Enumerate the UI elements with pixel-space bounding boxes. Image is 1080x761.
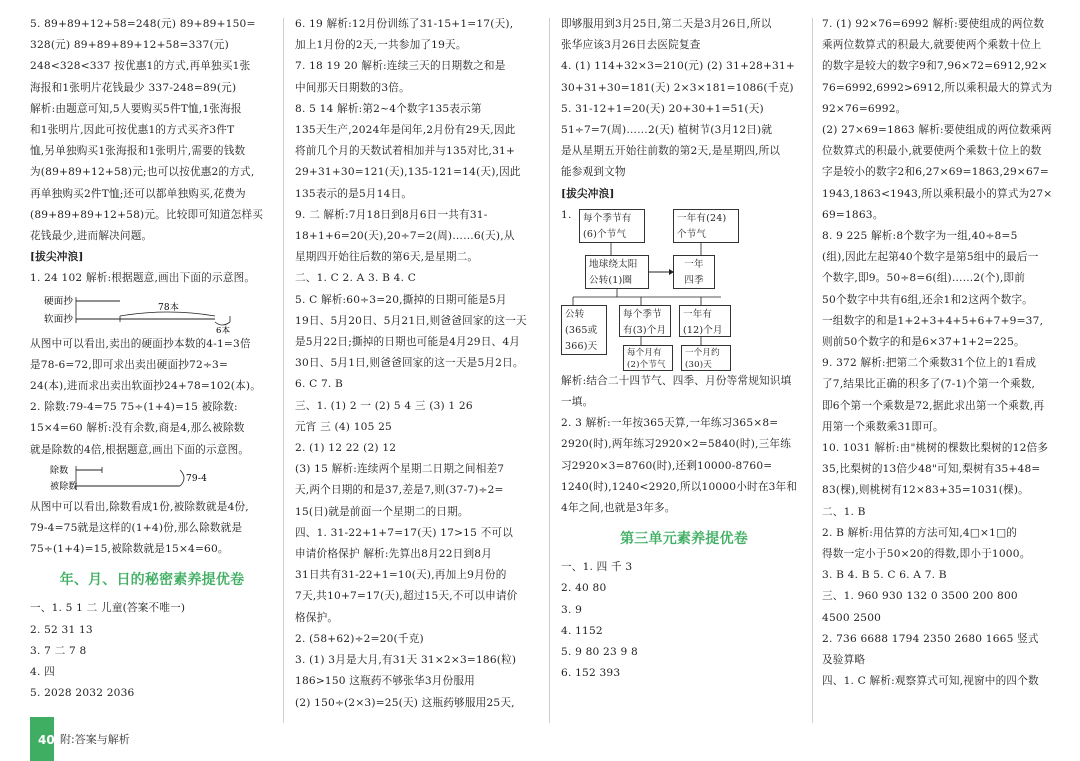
text-line: 35,比梨树的13倍少48"可知,梨树有35+48= <box>822 463 1041 476</box>
text-line: 是5月22日;撕掉的日期也可能是4月29日、4月 <box>295 336 521 349</box>
text-line: 一、1. 5 1 二 儿童(答案不唯一) <box>30 602 186 615</box>
bar-diagram-2 <box>30 461 274 497</box>
text-line: 51÷7=7(周)……2(天) 植树节(3月12日)就 <box>561 124 773 137</box>
text-line: 就是除数的4倍,根据题意,画出下面的示意图。 <box>30 443 250 456</box>
text-line: 4年之间,也就是3年多。 <box>561 502 676 515</box>
text-line: 30+31+30=181(天) 2×3×181=1086(千克) <box>561 81 794 94</box>
text-line: 的数字是较大的数字9和7,96×72=6912,92× <box>822 60 1048 73</box>
label-6: 6本 <box>216 325 231 334</box>
text-line: 31日共有31-22+1=10(天),再加上9月份的 <box>295 569 507 582</box>
text-line: 得数一定小于50×20的得数,即小于1000。 <box>822 548 1031 561</box>
text-line: 是从星期五开始往前数的第2天,是星期四,所以 <box>561 145 781 158</box>
text-line: 4. (1) 114+32×3=210(元) (2) 31+28+31+ <box>561 60 796 73</box>
text-line: 4. 四 <box>30 666 55 679</box>
text-line: 元宵 三 (4) 105 25 <box>295 420 392 433</box>
text-line: 二、1. B <box>822 505 866 518</box>
text-line: 星期四开始往后数的第6天,是星期二。 <box>295 251 479 264</box>
text-line: 一、1. 四 千 3 <box>561 561 633 574</box>
section-tag: [拔尖冲浪] <box>561 187 615 200</box>
text-line: 5. 31-12+1=20(天) 20+30+1=51(天) <box>561 102 764 115</box>
text-line: 79-4=75就是这样的(1+4)份,那么除数就是 <box>30 522 243 535</box>
text-line: 三、1. (1) 2 一 (2) 5 4 三 (3) 1 26 <box>295 399 473 412</box>
diagram-row2-label: 被除数 <box>50 481 78 492</box>
text-line: 2. (58+62)÷2=20(千克) <box>295 632 424 645</box>
brace-6 <box>215 322 230 325</box>
text-line: 位数算式的积最小,就要使两个乘数十位上的数 <box>822 145 1042 158</box>
text-line: 二、1. C 2. A 3. B 4. C <box>295 272 417 285</box>
diagram-row1-label: 硬面抄 <box>44 295 74 307</box>
text-line: 7. 18 19 20 解析:连续三天的日期数之和是 <box>295 60 506 73</box>
label-79-4: 79-4 <box>186 473 208 484</box>
text-line: 5. 89+89+12+58=248(元) 89+89+150= <box>30 18 256 30</box>
text-line: 5. 9 80 23 9 8 <box>561 646 638 659</box>
text-line: 7. (1) 92×76=6992 解析:要使组成的两位数 <box>822 18 1045 30</box>
text-line: 及验算略 <box>822 654 866 667</box>
text-line: (组),因此左起第40个数字是第5组中的最后一 <box>822 251 1039 264</box>
text-line: 19日、5月20日、5月21日,则爸爸回家的这一天 <box>295 314 527 327</box>
text-line: 再单独购买2件T恤;还可以都单独购买,花费为 <box>30 187 246 200</box>
text-line: 9. 372 解析:把第二个乘数31个位上的1看成 <box>822 357 1037 370</box>
diagram-row2-label: 软面抄 <box>44 313 74 325</box>
text-line: 1240(时),1240<2920,所以10000小时在3年和 <box>561 480 798 493</box>
text-line: 24(本),进而求出卖出软面抄24+78=102(本)。 <box>30 380 262 393</box>
section-title: 年、月、日的秘密素养提优卷 <box>59 572 245 589</box>
text-line: 4. 1152 <box>561 624 603 637</box>
text-line: 8. 5 14 解析:第2~4个数字135表示第 <box>295 102 482 115</box>
text-line: 即够服用到3月25日,第二天是3月26日,所以 <box>561 18 772 30</box>
text-line: 字是较小的数字2和6,27×69=1863,29×67= <box>822 166 1049 179</box>
diagram-row1-label: 除数 <box>50 465 69 476</box>
text-line: 1. 24 102 解析:根据题意,画出下面的示意图。 <box>30 272 256 285</box>
text-line: (2) 27×69=1863 解析:要使组成的两位数乘两 <box>822 124 1052 137</box>
column-3 <box>561 14 807 684</box>
text-line: 50个数字中共有6组,还余1和2这两个数字。 <box>822 293 1033 306</box>
text-line: 6. C 7. B <box>295 378 344 391</box>
text-line: 将前几个月的天数试着相加并与135对比,31+ <box>295 145 516 158</box>
column-4 <box>822 14 1062 693</box>
text-line: 3. 7 二 7 8 <box>30 644 87 657</box>
text-line: 186>150 这瓶药不够张华3月份服用 <box>295 675 475 688</box>
text-line: 和1张明片,因此可按优惠1的方式买齐3件T <box>30 124 235 137</box>
text-line: 92×76=6992。 <box>822 102 907 115</box>
text-line: 4500 2500 <box>822 611 882 624</box>
text-line: 从图中可以看出,除数看成1份,被除数就是4份, <box>30 500 249 513</box>
column-divider <box>812 18 813 723</box>
text-line: 从图中可以看出,卖出的硬面抄本数的4-1=3倍 <box>30 337 251 350</box>
text-line: 张华应该3月26日去医院复查 <box>561 39 701 52</box>
text-line: 为(89+89+12+58)元;也可以按优惠2的方式, <box>30 166 255 179</box>
text-line: 海报和1张明片花钱最少 337-248=89(元) <box>30 81 237 94</box>
text-line: 5. C 解析:60÷3=20,撕掉的日期可能是5月 <box>295 293 507 306</box>
text-line: 135表示的是5月14日。 <box>295 187 413 200</box>
text-line: 8. 9 225 解析:8个数字为一组,40÷8=5 <box>822 230 1018 243</box>
label-78: 78本 <box>158 302 180 313</box>
bar-diagram-2-svg <box>30 461 274 497</box>
text-line: (2) 150÷(2×3)=25(天) 这瓶药够服用25天, <box>295 696 515 709</box>
text-line: 2. 736 6688 1794 2350 2680 1665 竖式 <box>822 632 1039 645</box>
text-line: 花钱最少,进而解决问题。 <box>30 230 153 243</box>
text-line: 2. (1) 12 22 (2) 12 <box>295 442 397 455</box>
text-line: 15×4=60 解析:没有余数,商是4,那么被除数 <box>30 422 245 435</box>
box-earth-orbit: 地球绕太阳公转(1)圈 <box>585 255 649 289</box>
text-line: 用第一个乘数乘31即可。 <box>822 420 944 433</box>
text-line: 中间那天日期数的3倍。 <box>295 81 410 94</box>
text-line: 习2920×3=8760(时),还剩10000-8760= <box>561 459 773 472</box>
text-line: 75÷(1+4)=15,被除数就是15×4=60。 <box>30 543 229 556</box>
text-line: 76=6992,6992>6912,所以乘积最大的算式为 <box>822 81 1053 94</box>
text-line: 30日、5月1日,则爸爸回家的这一天是5月2日。 <box>295 357 524 370</box>
text-line: 3. B 4. B 5. C 6. A 7. B <box>822 569 947 582</box>
text-line: 能参观到文物 <box>561 166 626 179</box>
text-line: 格保护。 <box>295 611 339 624</box>
text-line: 四、1. C 解析:观察算式可知,视窗中的四个数 <box>822 675 1039 688</box>
text-line: 四、1. 31-22+1+7=17(天) 17>15 不可以 <box>295 526 514 539</box>
box-month-days: 一个月约(30)天 <box>681 345 731 371</box>
text-line: 135天生产,2024年是闰年,2月份有29天,因此 <box>295 124 516 137</box>
page-number: 40 <box>38 733 55 747</box>
box-month-solar-terms: 每个月有(2)个节气 <box>623 345 673 371</box>
text-line: 2. 52 31 13 <box>30 623 93 636</box>
text-line: (89+89+89+12+58)元。比较即可知道怎样买 <box>30 208 264 221</box>
column-divider <box>283 18 284 723</box>
text-line: 6. 19 解析:12月份训练了31-15+1=17(天), <box>295 18 514 30</box>
text-line: 10. 1031 解析:由"桃树的棵数比梨树的12倍多 <box>822 442 1049 455</box>
text-line: 2. B 解析:用估算的方法可知,4□×1□的 <box>822 526 1018 539</box>
text-line: 一组数字的和是1+2+3+4+5+6+7+9=37, <box>822 314 1044 327</box>
text-line: 248<328<337 按优惠1的方式,再单独买1张 <box>30 60 251 73</box>
text-line: 18+1+6=20(天),20÷7=2(周)……6(天),从 <box>295 230 515 243</box>
text-line: 6. 152 393 <box>561 667 621 680</box>
bar-diagram-1 <box>30 290 274 334</box>
section-tag: [拔尖冲浪] <box>30 251 84 264</box>
text-line: 2. 40 80 <box>561 582 607 595</box>
text-line: 即6个第一个乘数是72,据此求出第一个乘数,再 <box>822 399 1045 412</box>
text-line: 328(元) 89+89+89+12+58=337(元) <box>30 39 229 52</box>
text-line: 乘两位数算式的积最大,就要使两个乘数十位上 <box>822 39 1042 52</box>
text-line: 个数字,即9。50÷8=6(组)……2(个),即前 <box>822 272 1025 285</box>
section-title: 第三单元素养提优卷 <box>620 531 748 548</box>
text-line: 69=1863。 <box>822 208 884 221</box>
text-line: 5. 2028 2032 2036 <box>30 687 135 700</box>
text-line: 申请价格保护 解析:先算出8月22日到8月 <box>295 548 493 561</box>
question-number: 1. <box>561 208 572 221</box>
box-year-solar-terms: 一年有(24)个节气 <box>673 209 739 243</box>
text-line: 2. 3 解析:一年按365天算,一年练习365×8= <box>561 417 779 430</box>
label-four-seasons: 四季 <box>684 274 704 286</box>
text-line: 解析:由题意可知,5人要购买5件T恤,1张海报 <box>30 102 242 115</box>
brace <box>180 470 184 486</box>
text-line: 则前50个数字的和是6×37+1+2=225。 <box>822 336 1025 349</box>
text-line: 解析:结合二十四节气、四季、月份等常规知识填 <box>561 374 792 387</box>
text-line: 恤,另单独购买1张海报和1张明片,需要的钱数 <box>30 145 246 158</box>
text-line: 加上1月份的2天,一共参加了19天。 <box>295 39 467 52</box>
column-2 <box>295 14 541 714</box>
text-line: 3. 9 <box>561 603 583 616</box>
text-line: 2920(时),两年练习2920×2=5840(时),三年练 <box>561 438 791 451</box>
text-line: 3. (1) 3月是大月,有31天 31×2×3=186(粒) <box>295 654 517 667</box>
bar-diagram-1-svg <box>30 290 274 334</box>
text-line: 29+31+30=121(天),135-121=14(天),因此 <box>295 166 521 179</box>
text-line: 9. 二 解析:7月18日到8月6日一共有31- <box>295 208 488 221</box>
text-line: 7天,共10+7=17(天),超过15天,不可以申请价 <box>295 590 518 603</box>
text-line: 是78-6=72,即可求出卖出硬面抄72÷3= <box>30 358 229 371</box>
text-line: (3) 15 解析:连续两个星期二日期之间相差7 <box>295 463 505 476</box>
text-line: 天,两个日期的和是37,差是7,则(37-7)÷2= <box>295 484 504 497</box>
text-line: 了7,结果比正确的积多了(7-1)个第一个乘数, <box>822 378 1036 391</box>
box-year-season <box>673 255 715 289</box>
text-line: 83(棵),则桃树有12×83+35=1031(棵)。 <box>822 484 1029 497</box>
box-year-months: 一年有(12)个月 <box>679 305 731 337</box>
footer-label: 附:答案与解析 <box>60 733 130 746</box>
column-1 <box>30 14 274 704</box>
box-season-months: 每个季节有(3)个月 <box>619 305 671 337</box>
text-line: 三、1. 960 930 132 0 3500 200 800 <box>822 590 1018 603</box>
box-season-solar-terms: 每个季节有(6)个节气 <box>579 209 645 243</box>
label-year: 一年 <box>684 258 704 270</box>
text-line: 2. 除数:79-4=75 75÷(1+4)=15 被除数: <box>30 401 238 414</box>
box-orbit-days: 公转(365或366)天 <box>561 305 607 355</box>
text-line: 15(日)就是前面一个星期二的日期。 <box>295 505 469 518</box>
text-line: 1943,1863<1943,所以乘积最小的算式为27× <box>822 187 1053 200</box>
text-line: 一填。 <box>561 396 594 409</box>
column-divider <box>549 18 550 723</box>
concept-diagram <box>561 205 807 371</box>
